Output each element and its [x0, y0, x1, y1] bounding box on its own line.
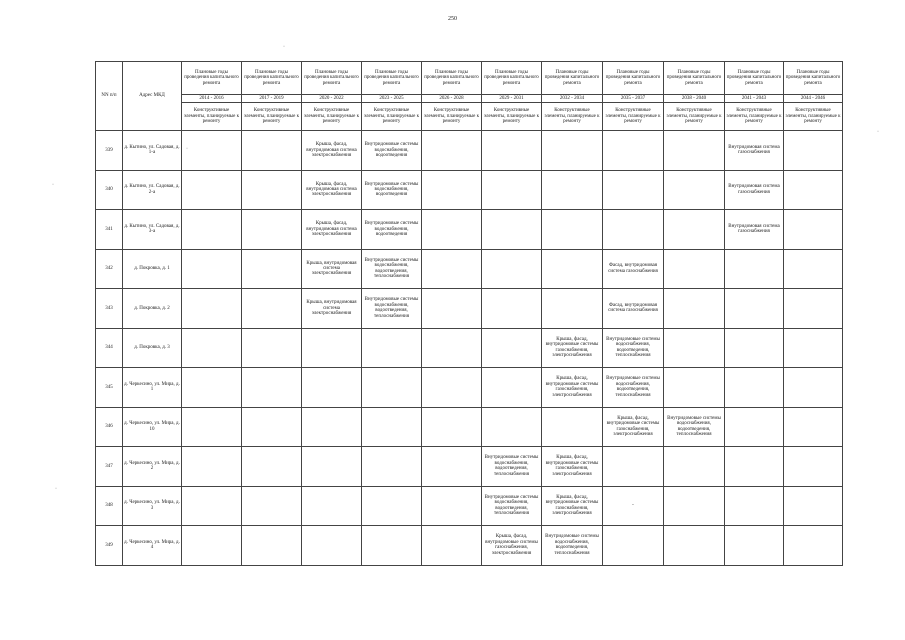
table-row	[96, 131, 843, 171]
header-period-label: Плановые годы проведения капитального ремонта	[542, 62, 603, 95]
repair-elements-cell	[182, 289, 242, 329]
repair-elements-cell	[482, 170, 542, 210]
row-number: 341	[96, 210, 123, 250]
repair-elements-cell	[362, 407, 422, 447]
repair-elements-cell	[482, 210, 542, 250]
margin-mark: ·	[186, 146, 188, 152]
header-period-label: Плановые годы проведения капитального ремонта	[603, 62, 664, 95]
repair-elements-cell	[784, 170, 843, 210]
repair-elements-cell	[242, 447, 302, 487]
header-num: NN п/п	[96, 62, 123, 131]
repair-elements-cell	[664, 131, 725, 171]
row-number: 342	[96, 249, 123, 289]
repair-elements-cell	[542, 407, 603, 447]
header-period-label: Плановые годы проведения капитального ремонта	[242, 62, 302, 95]
header-period-label: Плановые годы проведения капитального ремонта	[182, 62, 242, 95]
repair-elements-cell	[482, 249, 542, 289]
table-row	[96, 526, 843, 566]
table-row	[96, 170, 843, 210]
repair-elements-cell: Внутридомовые системы водоснабжения, водоотведения, теплоснабжения	[482, 486, 542, 526]
repair-elements-cell	[182, 526, 242, 566]
table-row	[96, 328, 843, 368]
repair-elements-cell	[784, 328, 843, 368]
repair-elements-cell	[242, 249, 302, 289]
repair-elements-cell	[784, 289, 843, 329]
repair-elements-cell	[422, 249, 482, 289]
repair-elements-cell: Внутридомовые системы водоснабжения, водоотведения, теплоснабжения	[542, 526, 603, 566]
repair-elements-cell: Внутридомовые системы водоснабжения, водоотведения, теплоснабжения	[664, 407, 725, 447]
repair-elements-cell: Крыша, фасад, внутридомовые системы газоснабжения, электроснабжения	[542, 328, 603, 368]
repair-elements-cell	[784, 368, 843, 408]
header-elements-label: Конструктивные элементы, планируемые к ремонту	[422, 103, 482, 131]
row-number: 339	[96, 131, 123, 171]
repair-elements-cell	[664, 526, 725, 566]
repair-elements-cell	[422, 170, 482, 210]
repair-elements-cell	[664, 210, 725, 250]
repair-elements-cell	[182, 170, 242, 210]
repair-elements-cell	[302, 368, 362, 408]
margin-mark: ·	[283, 44, 285, 50]
repair-elements-cell	[242, 486, 302, 526]
repair-elements-cell	[784, 249, 843, 289]
table-row	[96, 210, 843, 250]
header-year-range: 2044 - 2046	[784, 95, 843, 103]
row-address: д. Покровка, д. 2	[123, 289, 182, 329]
repair-elements-cell	[422, 368, 482, 408]
header-year-range: 2035 - 2037	[603, 95, 664, 103]
row-number: 349	[96, 526, 123, 566]
repair-elements-cell: Крыша, фасад, внутридомовые системы газоснабжения, электроснабжения	[542, 447, 603, 487]
repair-elements-cell	[542, 249, 603, 289]
header-year-range: 2032 - 2034	[542, 95, 603, 103]
repair-elements-cell	[664, 289, 725, 329]
repair-elements-cell	[362, 526, 422, 566]
repair-elements-cell	[242, 210, 302, 250]
repair-elements-cell: Крыша, фасад, внутридомовая система электроснабжения	[302, 131, 362, 171]
repair-elements-cell	[725, 407, 784, 447]
repair-elements-cell	[302, 407, 362, 447]
header-elements-label: Конструктивные элементы, планируемые к ремонту	[784, 103, 843, 131]
repair-elements-cell	[182, 447, 242, 487]
repair-elements-cell	[242, 407, 302, 447]
repair-elements-cell	[603, 526, 664, 566]
repair-elements-cell	[422, 486, 482, 526]
row-number: 346	[96, 407, 123, 447]
row-address: д. Кытино, ул. Садовая, д. 1-а	[123, 131, 182, 171]
repair-elements-cell	[242, 289, 302, 329]
header-elements-label: Конструктивные элементы, планируемые к ремонту	[542, 103, 603, 131]
header-period-label: Плановые годы проведения капитального ремонта	[422, 62, 482, 95]
repair-elements-cell: Крыша, внутридомовая система электроснабжения	[302, 289, 362, 329]
header-year-range: 2017 - 2019	[242, 95, 302, 103]
repair-elements-cell	[422, 447, 482, 487]
repair-elements-cell	[242, 131, 302, 171]
row-number: 345	[96, 368, 123, 408]
repair-elements-cell	[784, 486, 843, 526]
repair-elements-cell	[603, 210, 664, 250]
repair-elements-cell	[422, 407, 482, 447]
row-number: 347	[96, 447, 123, 487]
header-year-range: 2023 - 2025	[362, 95, 422, 103]
row-address: д. Черкесино, ул. Мира, д. 2	[123, 447, 182, 487]
header-year-range: 2026 - 2028	[422, 95, 482, 103]
row-address: д. Черкесино, ул. Мира, д. 4	[123, 526, 182, 566]
repair-elements-cell	[725, 486, 784, 526]
repair-elements-cell	[302, 526, 362, 566]
repair-elements-cell	[242, 170, 302, 210]
repair-elements-cell	[664, 249, 725, 289]
repair-elements-cell	[362, 328, 422, 368]
repair-elements-cell	[302, 486, 362, 526]
repair-elements-cell	[542, 289, 603, 329]
repair-elements-cell	[182, 328, 242, 368]
repair-elements-cell	[603, 131, 664, 171]
table-row	[96, 368, 843, 408]
repair-elements-cell: Крыша, фасад, внутридомовая система электроснабжения	[302, 210, 362, 250]
margin-mark: ·	[877, 129, 879, 135]
repair-elements-cell: Внутридомовые системы водоснабжения, водоотведения, теплоснабжения	[603, 328, 664, 368]
repair-elements-cell	[542, 131, 603, 171]
repair-elements-cell: Крыша, фасад, внутридомовые системы газоснабжения, электроснабжения	[482, 526, 542, 566]
repair-elements-cell	[422, 328, 482, 368]
margin-mark: ·	[52, 182, 54, 188]
header-period-label: Плановые годы проведения капитального ремонта	[302, 62, 362, 95]
header-elements-label: Конструктивные элементы, планируемые к ремонту	[302, 103, 362, 131]
repair-elements-cell	[784, 407, 843, 447]
row-address: д. Кытино, ул. Садовая, д. 2-а	[123, 170, 182, 210]
table-header	[96, 62, 843, 131]
repair-elements-cell	[422, 131, 482, 171]
margin-mark: ·	[55, 486, 57, 492]
repair-elements-cell	[362, 368, 422, 408]
repair-elements-cell: Крыша, внутридомовая система электроснабжения	[302, 249, 362, 289]
repair-elements-cell	[725, 447, 784, 487]
repair-elements-cell	[725, 368, 784, 408]
repair-elements-cell: Внутридомовая система газоснабжения	[725, 131, 784, 171]
row-number: 348	[96, 486, 123, 526]
repair-elements-cell	[725, 526, 784, 566]
repair-elements-cell	[542, 210, 603, 250]
row-address: д. Черкесино, ул. Мира, д. 3	[123, 486, 182, 526]
repair-elements-cell	[362, 486, 422, 526]
repair-elements-cell	[542, 170, 603, 210]
repair-elements-cell	[784, 526, 843, 566]
header-elements-label: Конструктивные элементы, планируемые к ремонту	[482, 103, 542, 131]
repair-elements-cell: Крыша, фасад, внутридомовые системы газоснабжения, электроснабжения	[542, 368, 603, 408]
row-address: д. Покровка, д. 3	[123, 328, 182, 368]
repair-elements-cell	[182, 368, 242, 408]
row-number: 344	[96, 328, 123, 368]
row-number: 343	[96, 289, 123, 329]
repair-elements-cell	[784, 131, 843, 171]
table-row	[96, 407, 843, 447]
repair-elements-cell	[725, 289, 784, 329]
header-address: Адрес МКД	[123, 62, 182, 131]
table-row	[96, 447, 843, 487]
repair-elements-cell	[422, 526, 482, 566]
repair-elements-cell: Внутридомовые системы водоснабжения, водоотведения, теплоснабжения	[362, 289, 422, 329]
repair-elements-cell: Фасад, внутридомовая система газоснабжения	[603, 289, 664, 329]
repair-elements-cell	[302, 328, 362, 368]
table-row	[96, 249, 843, 289]
repair-elements-cell: Внутридомовая система газоснабжения	[725, 170, 784, 210]
header-elements-label: Конструктивные элементы, планируемые к ремонту	[664, 103, 725, 131]
header-period-label: Плановые годы проведения капитального ремонта	[725, 62, 784, 95]
repair-elements-cell	[182, 407, 242, 447]
repair-elements-cell: Внутридомовые системы водоснабжения, водоотведения	[362, 170, 422, 210]
page-number: 250	[448, 16, 457, 22]
row-address: д. Черкесино, ул. Мира, д. 1	[123, 368, 182, 408]
repair-elements-cell: -	[603, 486, 664, 526]
repair-elements-cell	[182, 210, 242, 250]
repair-elements-cell	[603, 170, 664, 210]
row-number: 340	[96, 170, 123, 210]
repair-elements-cell	[784, 210, 843, 250]
repair-elements-cell	[664, 486, 725, 526]
header-year-range: 2029 - 2031	[482, 95, 542, 103]
repair-elements-cell	[242, 368, 302, 408]
repair-elements-cell: Внутридомовые системы водоснабжения, водоотведения, теплоснабжения	[362, 249, 422, 289]
repair-elements-cell	[482, 131, 542, 171]
repair-elements-cell: Крыша, фасад, внутридомовые системы газоснабжения, электроснабжения	[603, 407, 664, 447]
repair-elements-cell	[302, 447, 362, 487]
repair-elements-cell: Крыша, фасад, внутридомовые системы газоснабжения, электроснабжения	[542, 486, 603, 526]
repair-elements-cell: Фасад, внутридомовая система газоснабжения	[603, 249, 664, 289]
header-year-range: 2014 - 2016	[182, 95, 242, 103]
repair-elements-cell	[664, 170, 725, 210]
capital-repair-plan-table	[95, 61, 843, 566]
header-period-label: Плановые годы проведения капитального ремонта	[482, 62, 542, 95]
header-elements-label: Конструктивные элементы, планируемые к ремонту	[362, 103, 422, 131]
repair-elements-cell	[242, 328, 302, 368]
repair-elements-cell: Крыша, фасад, внутридомовая система электроснабжения	[302, 170, 362, 210]
repair-elements-cell: Внутридомовые системы водоснабжения, водоотведения, теплоснабжения	[482, 447, 542, 487]
repair-elements-cell	[362, 447, 422, 487]
row-address: д. Черкесино, ул. Мира, д. 10	[123, 407, 182, 447]
header-elements-label: Конструктивные элементы, планируемые к ремонту	[725, 103, 784, 131]
repair-elements-cell	[482, 328, 542, 368]
repair-elements-cell	[664, 447, 725, 487]
repair-elements-cell: Внутридомовые системы водоснабжения, водоотведения	[362, 210, 422, 250]
repair-elements-cell	[422, 289, 482, 329]
table-row	[96, 289, 843, 329]
repair-elements-cell	[725, 328, 784, 368]
header-elements-label: Конструктивные элементы, планируемые к ремонту	[603, 103, 664, 131]
repair-elements-cell	[482, 407, 542, 447]
repair-elements-cell	[182, 486, 242, 526]
header-year-range: 2020 - 2022	[302, 95, 362, 103]
header-elements-label: Конструктивные элементы, планируемые к ремонту	[182, 103, 242, 131]
repair-elements-cell	[784, 447, 843, 487]
header-period-label: Плановые годы проведения капитального ремонта	[784, 62, 843, 95]
header-period-label: Плановые годы проведения капитального ремонта	[362, 62, 422, 95]
repair-elements-cell: Внутридомовые системы водоснабжения, водоотведения, теплоснабжения	[603, 368, 664, 408]
repair-elements-cell	[482, 289, 542, 329]
repair-elements-cell	[725, 249, 784, 289]
table-body	[96, 131, 843, 566]
header-elements-label: Конструктивные элементы, планируемые к ремонту	[242, 103, 302, 131]
header-year-range: 2041 - 2043	[725, 95, 784, 103]
repair-elements-cell	[182, 131, 242, 171]
row-address: д. Покровка, д. 1	[123, 249, 182, 289]
row-address: д. Кытино, ул. Садовая, д. 3-а	[123, 210, 182, 250]
header-year-range: 2038 - 2040	[664, 95, 725, 103]
repair-elements-cell: Внутридомовая система газоснабжения	[725, 210, 784, 250]
repair-elements-cell	[603, 447, 664, 487]
repair-elements-cell	[664, 368, 725, 408]
repair-elements-cell	[242, 526, 302, 566]
header-period-label: Плановые годы проведения капитального ремонта	[664, 62, 725, 95]
repair-elements-cell	[482, 368, 542, 408]
repair-elements-cell	[664, 328, 725, 368]
repair-elements-cell	[182, 249, 242, 289]
table-row	[96, 486, 843, 526]
repair-elements-cell: Внутридомовые системы водоснабжения, водоотведения	[362, 131, 422, 171]
repair-elements-cell	[422, 210, 482, 250]
